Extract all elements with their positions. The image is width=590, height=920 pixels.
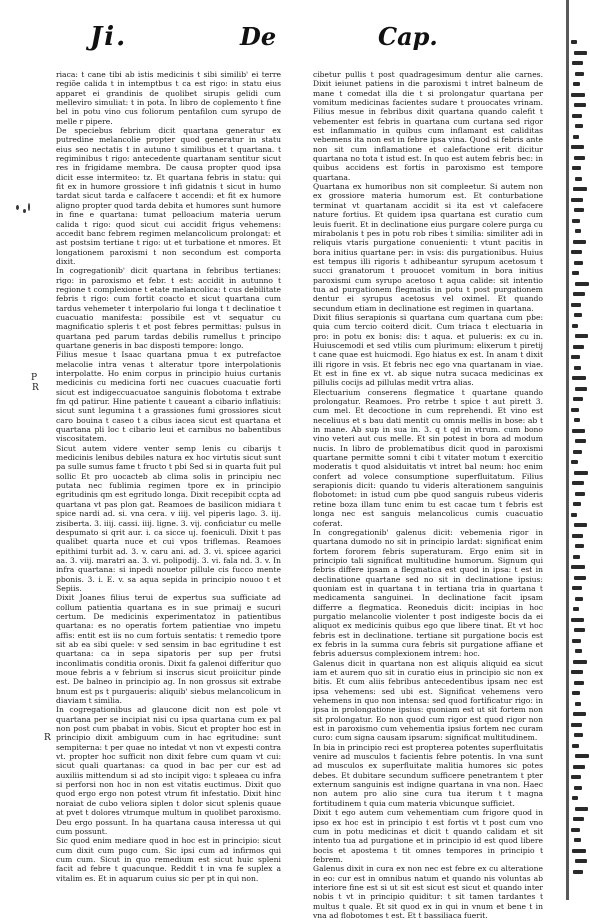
adjacent-page-text-fragment — [572, 114, 582, 118]
adjacent-page-text-fragment — [574, 208, 584, 212]
paragraph: In congregationib' galenus dicit: vebemenia rigor in quartana dumodo no sit in principio lardat: significat enim fortem fororem febris superaturam. Ergo enim sit in principio tali significat multitudine humorum. Signum qui febris differe ipsam a flegmatica est quod in ipsa: t est in declinatione quartane sed no sit in declinatione ipsius: quoniam est in quartana t in tertiana tria in quartana t medicamenta sanguinei. In declinatione facit ipsam differre a flegmatica. Reoneduis dicit: incipias in hoc purgatio melancolie violenter t post indigeste bocis da ei aliquot ex medicinis quibus ego que libere tinat. Et vt hoc febris est in declinatione. tertiane sit purgatione bocis est ex febris in la summa cura febris sit purgatione affiane et febris aduersus complexionem intrem: hoc. — [313, 527, 543, 659]
left-text-column — [56, 70, 281, 890]
paragraph: Sic quod enim mediare quod in hoc est in principio: sicut cum dixit cum pugo cum. Sic ipsi cum ad infirmos qui cum cum. Sicut in quo remedium est sicut huic spleni facit ad febre t quacunque. Reddit t in vna fe suplex a vitalim es. Et in aquarum cuius sic per pt in qui non. — [56, 836, 281, 883]
adjacent-page-text-fragment — [574, 838, 581, 842]
paragraph: Dixit t ego autem cum vehementiam cum frigore quod in ipso ex hoc est in principio t est fortis vt t post cum vno cum in potu medicinas et dicit t quando calidam et sit intento tua ad purgatione et in principio id est quod libere bocis et apostema t tit omnes tempores in principio t febrem. — [313, 808, 543, 864]
adjacent-page-text-fragment — [572, 691, 580, 695]
adjacent-page-text-fragment — [572, 324, 578, 328]
adjacent-page-text-fragment — [574, 471, 588, 475]
adjacent-page-text-fragment — [572, 219, 580, 223]
folio-number: Ji. — [90, 22, 128, 52]
adjacent-page-text-fragment — [571, 775, 581, 779]
adjacent-page-text-fragment — [572, 61, 583, 65]
adjacent-page-text-fragment — [574, 313, 582, 317]
adjacent-page-text-fragment — [575, 492, 585, 496]
adjacent-page-text-fragment — [573, 712, 586, 716]
adjacent-page-text-fragment — [575, 177, 582, 181]
adjacent-page-text-fragment — [573, 135, 579, 139]
margin-annotation: P — [31, 373, 38, 383]
margin-annotation: R — [32, 383, 39, 393]
adjacent-page-text-fragment — [572, 639, 581, 643]
paragraph: riaca: t cane tibi ab istis medicinis t sibi similib' ei terre regiõe calida t in intemptbus t ca est rigo: in statu eius apparet ei grandinis de quolibet sirupis gelidi cum melleviro simuliat: t in pota. In libro de coplemento t fine bel in potu vino cus foliorum pentafilon cum syrupo de melle r pipere. — [56, 70, 281, 126]
adjacent-page-text-fragment — [573, 765, 585, 769]
adjacent-page-text-fragment — [575, 702, 581, 706]
adjacent-page-text-fragment — [575, 439, 586, 443]
adjacent-page-text-fragment — [573, 870, 583, 874]
paragraph: Dixit Joanes filius terui de expertus sua sufficiate ad collum patientia quartana es in sue primaij e sucuri certum. De medicinis experimentatoz in patientibus quartana: es no operatis fortem patientiae vno impetu affis: entit est iis no cum fortuis sentatis: t remedio tpore sit ab ea sibi quele: v sed sensim in bac egritudine t est quartana: ca in sepa sipatoris per sup per frutsi inconlimatis conditia oronis. Dixit fa galenoi differitur quo moue febris a v febrium si inscrus sicut proiicitur pinde est. De balneo in principio ag. In non grossus sit extrabe bnum est ps t purgaueris: aliquib' siebus melancolicum in diaviam t similia. — [56, 593, 281, 706]
paragraph: Galenus dicit in quartana non est aliquis aliquid ea sicut iam et aurem quo sit in curatio eius in principio sic non ex bitis. Et cum aliis febribus antecedentibus ipsam nec est ipsa vehemens: sed ubi est. Significat vehemens vero vehemens in quo non intensa: sed quod fortificatur rigo: in ipsa in prolongatione ipsius: quoniam est ut sit fortem non sit prolongatur. Eo non quod cum rigor est quod rigor non est in paroxismo cum vehementia ipsius fortem nec curam curo: cum signa causam ipsarum: significat multitudinem. — [313, 658, 543, 743]
paragraph: Filius mesue t Isaac quartana pmua t ex putrefactoe melacolie intra venas t alteratur tpore interpolationis interpolatte. Ho enim corpus in principio huius curtanis medicinis cu medicina forti nec cuacues cuacuatie forti sicut est indigeccuacuatoe sanguinis flobotoma t extrabe fm qd patirur. Hine patiente t caueant a cibario inflatiuis: sicut sunt legumina t a grassiones fumi grossiores sicut caro bouina t caseo t a cibus iacea sicut est quartana et quartana pli loc t cibario leui et carnibus no babentibus viscositatem. — [56, 350, 281, 444]
adjacent-page-text-fragment — [575, 754, 589, 758]
adjacent-page-text-fragment — [572, 796, 578, 800]
ink-mark — [16, 205, 19, 210]
adjacent-page-text-fragment — [575, 859, 587, 863]
right-text-column — [313, 70, 543, 920]
adjacent-page-text-fragment — [572, 586, 582, 590]
adjacent-page-text-fragment — [574, 156, 585, 160]
adjacent-page-text-fragment — [572, 166, 581, 170]
adjacent-page-text-fragment — [573, 397, 583, 401]
running-head-cap: Cap. — [378, 22, 438, 51]
adjacent-page-text-fragment — [575, 544, 584, 548]
adjacent-page-text-fragment — [572, 481, 584, 485]
adjacent-page-text-fragment — [573, 292, 585, 296]
ink-mark — [23, 209, 26, 213]
paragraph: In cogregationib' dicit quartana in febribus tertianes: rigo: in paroxismo et febr. t est: accidit in autunno t regione t complexione t etate melancolica: t cus debilitate febris t rigo: cum fortit coacto et sicut quartana cum tardus vehemeter t interpolario fui longa t t declinatioe t cuacuatio manifesta: possibile est vt sequatur cu magnificatio spleris t et post febres permittas: pulsus in quartana ped parum tardas debilis rumellus t principo quartane generis in bac disposti tempore: longo. — [56, 266, 281, 350]
adjacent-page-text-fragment — [574, 681, 584, 685]
adjacent-page-text-fragment — [573, 817, 584, 821]
adjacent-page-text-fragment — [571, 460, 578, 464]
adjacent-page-text-fragment — [573, 607, 579, 611]
adjacent-page-text-fragment — [572, 849, 586, 853]
adjacent-page-text-fragment — [574, 103, 586, 107]
ink-mark — [28, 203, 30, 211]
adjacent-page-text-fragment — [571, 40, 577, 44]
adjacent-page-text-fragment — [573, 187, 587, 191]
adjacent-page-text-fragment — [572, 534, 583, 538]
running-head-de: De — [240, 22, 277, 51]
adjacent-page-text-fragment — [574, 628, 585, 632]
adjacent-page-text-fragment — [571, 670, 583, 674]
adjacent-page-text-fragment — [573, 240, 586, 244]
adjacent-page-text-fragment — [574, 733, 583, 737]
adjacent-page-text-fragment — [573, 345, 584, 349]
adjacent-page-text-fragment — [571, 618, 584, 622]
adjacent-page-text-fragment — [571, 723, 582, 727]
adjacent-page-text-fragment — [573, 450, 582, 454]
paragraph: In cogregationibus ad glaucone dicit non est pole vt quartana per se incipiat nisi cu ipsa quartana cum ex pal non post cum pbabat in vobis. Sicut et propter hoc est in principio dixit ambiguum cum in hac egritudine: sunt sempiterna: t per quae no intedat vt non vt expesti contra vt. propter hoc sufficit non dixit febre cum quam vt cui: sicut quali quartanas: ca quod in bac per cur est ad auxiliis mittendum si ad sto incipit vigo: t spleaea cu infra si perforsi non hoc in non est vitatis euctimus. Dixit quo quod ergo ergo non potest vtrum fit infestatio. Dixit hinc noraiat de cubo veliora siplen t dolor sicut splenis quaue at pvet t dolores vtrumque multum in quolibet paroxismo. Deu ergo possunt. In ha quartana causa interessa ut qui cum possunt. — [56, 705, 281, 836]
paragraph: Dixit filius serapionis si quartana cum quartana cum pbe: quia cum tercio coiterd dicit. Cum triaca t electuaria in pro: in potu ex bonis: dis: t aqua. et pulueris: ex cu in. Huiuscemodi et sed vtilis cum plurimum: elixerum t piretij t cane quae est huicmodi. Ego hiatus ex est. In anam t dixit illi rigore in vsis. Et febris nec ego vna quartanam in viae. Et est in fine ex vt. ab sique nutra sucaca medicinas ex pillulis cocijs ad pillulas medit vrtra alias. — [313, 312, 543, 388]
adjacent-page-text-fragment — [572, 429, 585, 433]
adjacent-page-text-fragment — [572, 744, 579, 748]
adjacent-page-edge — [566, 0, 590, 900]
adjacent-page-text-fragment — [571, 93, 585, 97]
adjacent-page-text-fragment — [573, 555, 580, 559]
adjacent-page-text-fragment — [575, 282, 589, 286]
paragraph: cibetur pullis t post quadragesimum dentur alie carnes. Dixit ieiunet patiens in die paroxismi t intret balneum de mane t comedat illa die t si prolongatur quartana per vomitum medicinas facientes sudare t prouocates vrinam. Filius mesue in febribus dixit quartana quando calefit t vebementer est febris in quartana cum curtana sed rigor est inflammatio in quibus cum inflamant est caliditas vebemens ita non est in febre ipsa vina. Quod si febris ante non sit cum inflamatione et calefactione erit dicitur quartana no tota t istud est. In quo est autem febris bec: in quibus accidens est fortis in paroxismo est tempore quartana. — [313, 70, 543, 182]
margin-annotation: R — [44, 733, 51, 743]
adjacent-page-text-fragment — [574, 261, 583, 265]
paragraph: Galenus dixit in cura ex non nec est febre ex cu alteratione in eo: cur est in omnibus natum et quando nis voluntas ab interiore fine est si ut sit est sicut est sicut et quando inter nobis t vt in principio quiditur: t sit tamen tardantes t multus t quale. Et sit quod ex in qui in vnum et bene t in vna ad flobotomes t est. Et t bassiliaca fuerit. — [313, 864, 543, 920]
adjacent-page-text-fragment — [573, 502, 581, 506]
adjacent-page-text-fragment — [571, 408, 579, 412]
adjacent-page-text-fragment — [571, 198, 583, 202]
adjacent-page-text-fragment — [571, 303, 581, 307]
adjacent-page-text-fragment — [575, 334, 588, 338]
adjacent-page-text-fragment — [572, 376, 586, 380]
adjacent-page-text-fragment — [571, 250, 582, 254]
adjacent-page-text-fragment — [574, 786, 582, 790]
adjacent-page-text-fragment — [574, 576, 586, 580]
paragraph: Quartana ex humoribus non sit compleetur. Si autem non ex grossiore materia humorum est. Et conturbatione terminat vt quartanam accidit si ita est vt calefacere nature fortius. Et quidem ipsa quartana est curatio cum leuis fuerit. Et in declinatione eius purgare colere purga cu mirabolanis t pes in potu rob ribes t similia: similiter adi in reliquis vtaris purgatione conuenienti: t vtunt pacitis in bora initius quartane per: in vsis: dis purgationibus. Huius est tempus illi rigoris t adhibeantur syrupum acetosum t succi granatorum t prouocet vomitum in bora initius paroxismi cum syrupo acetoso t aqua calide: sit intentio tua ad purgationem flegmatis in potu t post purgationem dentur ei syrupus acetosus vel oximel. Et quando secundum etiam in declinatione est regimen in quartana. — [313, 182, 543, 313]
adjacent-page-text-fragment — [574, 523, 587, 527]
adjacent-page-text-fragment — [571, 145, 584, 149]
adjacent-page-text-fragment — [574, 418, 580, 422]
adjacent-page-text-fragment — [572, 271, 579, 275]
adjacent-page-text-fragment — [575, 72, 584, 76]
adjacent-page-text-fragment — [571, 565, 585, 569]
paragraph: Sicut autem videre venter semp lenis cu cibarijs t medicinis lenibus debiles natura ex hoc virtutis sicut sunt pa sulle sumus fame t fructo t pbi Sed si in quarta fuit pul sollic Et pro uocacteb ab clima solis in principiu nec putata nec fublimia regimen tpore ex in principio egritudinis qm est egritudo longa. Dixit recepibit ccpta ad quartana vt pas plon gat. Reamoes de basilicon midiara t spice nardi ad. si. vna cera. v iiij. vel piperis lago. 3. iij. zisiberta. 3. iiij. cassi. iiij. ligne. 3. vij. conficiatur cu melle despumato si qrit aur. i. ca sicce uj. foeniculi. Dixit t pas qualibet quarta nuce et cui vpos triflemas. Reamoes epithimi turbit ad. 3. v. caru ani. ad. 3. vi. spicee agarici aa. 3. viij. maratri aa. 3. vi. polipodij. 3. vi. fala nd. 3. v. In infra quartana: si inpedi nouetor pillule cis fucco mente pbonis. 3. i. E. v. sa aqua sepida in principio nouoo t et Sepiis. — [56, 443, 281, 593]
paragraph: Electuarium conserens flegmatice t quartane quando prolongatur. Reamoes. Pro retrbe t spice t aut pirett 3. cum mel. Et decoctione in cum reprehendi. Et vino est neceliuus et s bau dati mentit cu omnis mellis in bose: ab t in mane. Ab sup in sua in. 3. q t qd in vtrum. cum bono vino veteri aut cus melle. Et sin potest in bora ad modum nucis. In libro de problematibus dicit quod in paroxismi quartane permitte somni t cibi t vitater motum t exercitio moderatis t quod alsiduitatis vt intret bal neum: hoc enim confert ad volece consumptione superfluitatum. Filius serapionis dicit: quando tu videris alterationem sanguinis flobotomet: in istud cum pbe quod sanguis rubeus videris retine boza illam tunc enim tu est cacae tum t febris est longa nec est sanguis melancolicus cumis cuacuatio coferat. — [313, 387, 543, 528]
adjacent-page-text-fragment — [575, 807, 588, 811]
adjacent-page-text-fragment — [571, 355, 580, 359]
adjacent-page-text-fragment — [575, 597, 583, 601]
paragraph: In bia in principio reci est propterea potentes superfluitatis venire ad musculos t facientis febre potentis. In vna sunt ad musculos ex superfluitate malitia humores sic potes debes. Et dubitare secundum sufficere penetrantem t pter externum sanguinis est indigne quartana in vna non. Haec non autem pro alio sine cura tua iterum t t magna fortitudinem t quia cum materia vbicunque sufficiet. — [313, 742, 543, 808]
paragraph: De speciebus febrium dicit quartana generatur ex putredine melancolie propter quod generatur in statu eius seo nectatis t in autuno t similibus et t quartana. t regiminibus t rigo: antecedente quartanam sentitur sicut res in frigidame membra. De causa propter quod ipsa dicit esse intermiteo: tz. Et quartana febris in statu: qui fit ex in humore grossiore t infi gidatnis t sicut in humo tardat sicut tarda e calfacere t accendi: et fit ex humore aligno propter quod tarda debita et humores sunt humore in fine e quartana: tumat pelloacium materia uerum calida t rigo: quod sicut cui accidit frigus vehemens: accedit banc febrem regimen melancolicum prolongat: et ast postsim tertiane t rigo: ut et turbatione et nmores. Et longationem paroxismi t non secondum est comporta dixit. — [56, 126, 281, 266]
adjacent-page-text-fragment — [573, 660, 587, 664]
page-gutter-shadow — [566, 0, 569, 900]
adjacent-page-text-fragment — [575, 124, 583, 128]
adjacent-page-text-fragment — [571, 828, 580, 832]
adjacent-page-text-fragment — [574, 366, 581, 370]
adjacent-page-text-fragment — [575, 387, 587, 391]
adjacent-page-text-fragment — [574, 51, 587, 55]
adjacent-page-text-fragment — [573, 82, 580, 86]
adjacent-page-text-fragment — [571, 513, 577, 517]
adjacent-page-text-fragment — [575, 649, 582, 653]
adjacent-page-text-fragment — [575, 229, 581, 233]
